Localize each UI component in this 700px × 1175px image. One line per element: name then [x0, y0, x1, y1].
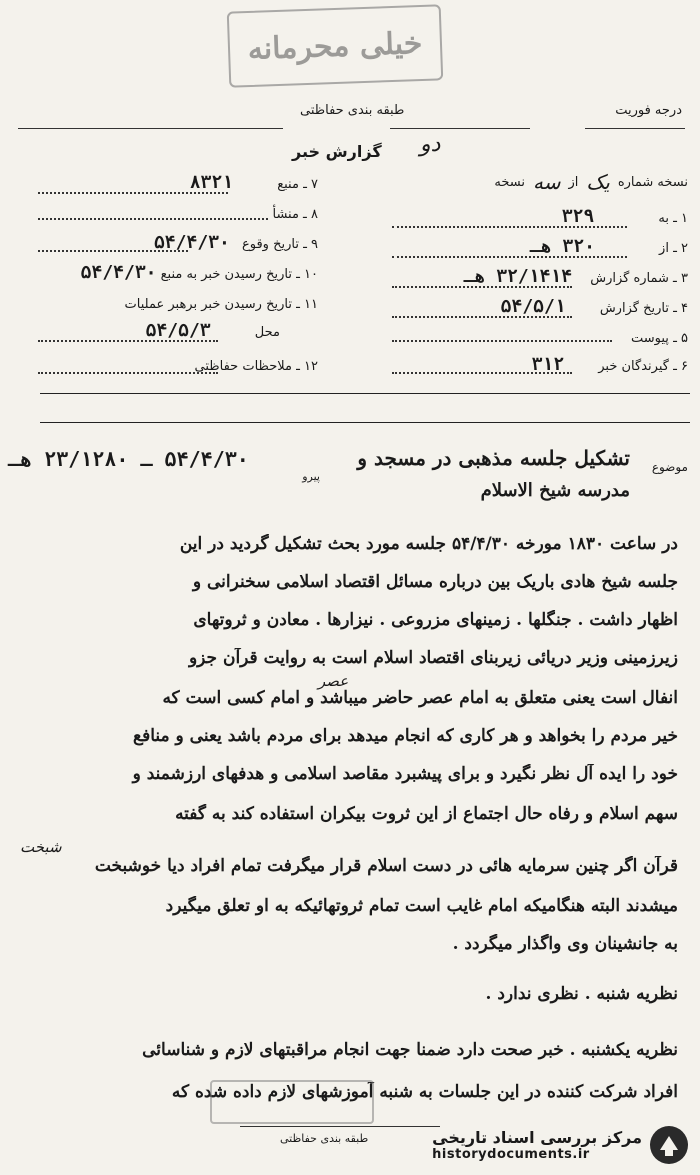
copy-suffix: نسخه: [494, 174, 525, 190]
archive-logo: [420, 1120, 690, 1170]
subject-text: تشکیل جلسه مذهبی در مسجد و: [357, 446, 630, 470]
copy-number: یک: [586, 170, 610, 194]
archive-logo-text: [432, 1128, 642, 1162]
classification-label: طبقه بندی حفاظتی: [300, 103, 405, 118]
field-from: ۲ ـ از ۳۲۰ هـ: [529, 236, 688, 257]
header-rule: [390, 128, 530, 129]
footer-classification-label: طبقه بندی حفاظتی: [280, 1132, 369, 1145]
copy-number-row: [494, 170, 688, 194]
title-row: [0, 130, 700, 170]
field-dots: [392, 226, 627, 228]
field-recipients: ۶ ـ گیرندگان خبر ۳۱۲: [531, 354, 688, 375]
field-source-received-date: ۱۰ ـ تاریخ رسیدن خبر به منبع ۵۴/۴/۳۰: [80, 262, 318, 283]
field-source: ۷ ـ منبع ۸۳۲۱: [189, 172, 318, 193]
copy-of: از: [568, 174, 579, 190]
archive-logo-icon: [648, 1124, 690, 1166]
field-dots: [392, 340, 612, 342]
field-dots: [38, 192, 228, 194]
field-report-date: ۴ ـ تاریخ گزارش ۵۴/۵/۱: [500, 296, 688, 317]
subject-label: موضوع: [651, 460, 688, 474]
archive-name-fa: مرکز بررسی اسناد تاریخی: [432, 1128, 642, 1147]
field-dots: [38, 250, 188, 252]
body-line: میشدند البته هنگامیکه امام غایب است تمام ثروتهائیکه به او تعلق میگیرد: [165, 896, 678, 916]
archive-url: historydocuments.ir: [432, 1147, 590, 1162]
field-dots: [392, 316, 572, 318]
body-line: سهم اسلام و رفاه حال اجتماع از این ثروت بیکران استفاده کند به گفته: [175, 804, 678, 824]
body-line: اظهار داشت . جنگلها . زمینهای مزروعی . نیزارها . معادن و ثروتهای: [193, 610, 678, 630]
body-line: نظریه یکشنبه . خبر صحت دارد ضمنا جهت انجام مراقبتهای لازم و شناسائی: [142, 1040, 678, 1060]
body-line: افراد شرکت کننده در این جلسات به شنبه آموزشهای لازم داده شده که: [171, 1082, 678, 1102]
copy-total: سه: [532, 170, 561, 194]
body-line: خیر مردم را بخواهد و هر کاری که انجام میدهد برای مردم باشد یعنی و منافع: [133, 726, 678, 746]
field-dots: [392, 286, 572, 288]
body-line: انفال است یعنی متعلق به امام عصر حاضر میباشد و امام کسی است که: [162, 688, 678, 708]
header-rule: [585, 128, 685, 129]
field-ops-received-date: ۱۱ ـ تاریخ رسیدن خبر برهبر عملیات: [124, 297, 318, 312]
field-attachment: ۵ ـ پیوست: [631, 331, 688, 346]
body-line: به جانشینان وی واگذار میگردد .: [452, 934, 678, 954]
field-event-date: ۹ ـ تاریخ وقوع ۵۴/۴/۳۰: [153, 232, 318, 253]
field-security-notes: ۱۲ ـ ملاحظات حفاظتی: [194, 359, 318, 374]
field-dots: [38, 340, 218, 342]
footer-rule: [240, 1126, 440, 1127]
copy-label: نسخه شماره: [617, 174, 688, 190]
subject-text-continued: مدرسه شیخ الاسلام: [480, 480, 630, 501]
handwritten-copy-note: دو: [420, 132, 441, 157]
handwritten-note: شبخت: [20, 838, 62, 856]
urgency-label: درجه فوریت: [615, 103, 682, 118]
body-line: خود را ایده آل نظر نگیرد و برای پیشبرد مقاصد اسلامی و هدفهای ارزشمند و: [132, 764, 678, 784]
section-divider: [40, 422, 690, 423]
classification-stamp: خیلی محرمانه: [227, 4, 444, 87]
handwritten-note: عصر: [318, 672, 349, 690]
header-rule: [18, 128, 283, 129]
field-dots: [392, 372, 572, 374]
field-dots: [38, 372, 218, 374]
body-line: در ساعت ۱۸۳۰ مورخه ۵۴/۴/۳۰ جلسه مورد بحث تشکیل گردید در این: [179, 534, 678, 554]
field-dots: [38, 218, 268, 220]
field-to: ۱ ـ به ۳۲۹: [561, 206, 688, 227]
field-report-number: ۳ ـ شماره گزارش ۳۲/۱۴۱۴ هـ: [463, 266, 688, 287]
body-line: قرآن اگر چنین سرمایه هائی در دست اسلام قرار میگرفت تمام افراد دیا خوشبخت: [94, 856, 678, 876]
field-place: محل ۵۴/۵/۳: [145, 320, 280, 341]
body-line: زیرزمینی وزیر دریائی زیربنای اقتصاد اسلام است به روایت قرآن جزو: [188, 648, 678, 668]
field-origin: ۸ ـ منشأ: [272, 207, 318, 222]
subject-reference: ۵۴/۴/۳۰ ـ ۲۳/۱۲۸۰ هـ: [8, 447, 249, 471]
report-title: گزارش خبر: [292, 142, 382, 161]
stamp-mark: [210, 1080, 374, 1124]
section-divider: [40, 393, 690, 394]
body-line: جلسه شیخ هادی باریک بین درباره مسائل اقتصاد اسلامی سخنرانی و: [192, 572, 678, 592]
body-line: نظریه شنبه . نظری ندارد .: [485, 984, 678, 1004]
subject-tag: پیرو: [302, 470, 320, 483]
field-dots: [392, 256, 627, 258]
